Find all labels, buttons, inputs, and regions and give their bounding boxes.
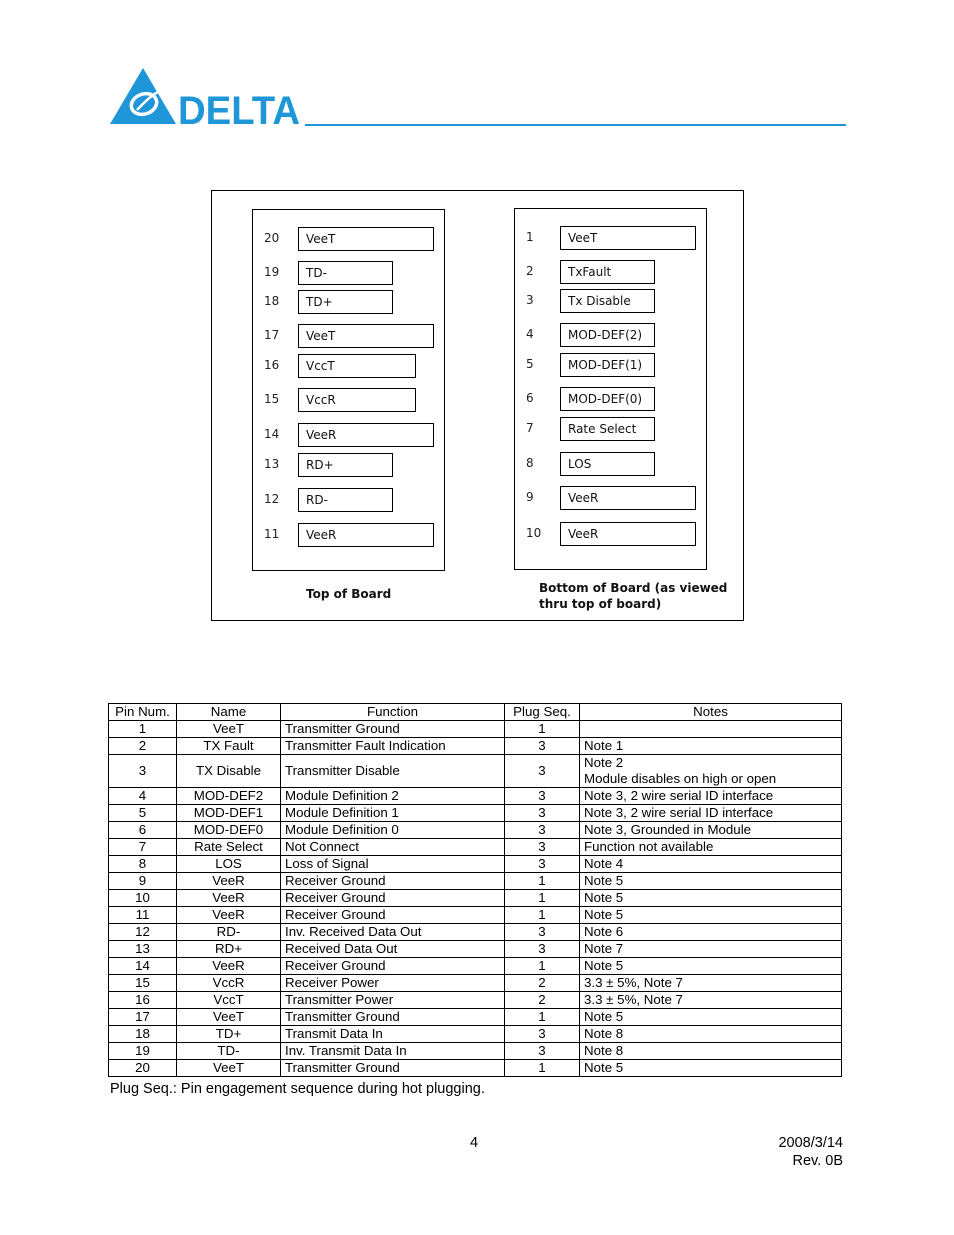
function-cell: Receiver Ground	[281, 890, 505, 907]
bottom-board-caption-line1: Bottom of Board (as viewed	[539, 581, 728, 595]
plug-seq-cell: 1	[505, 907, 580, 924]
function-cell: Inv. Transmit Data In	[281, 1043, 505, 1060]
notes-cell	[580, 941, 842, 958]
notes-line: Note 5	[584, 1060, 624, 1075]
top-board-caption: Top of Board	[306, 587, 392, 601]
pin-name-cell: VeeR	[177, 958, 281, 975]
plug-seq-cell: 3	[505, 805, 580, 822]
header-pin-num: Pin Num.	[109, 704, 177, 721]
bottom-board-pin-number: 1	[526, 230, 534, 244]
bottom-board-pin-number: 6	[526, 391, 534, 405]
top-board-pin-label: VeeT	[298, 324, 434, 348]
pin-name-cell: Rate Select	[177, 839, 281, 856]
notes-cell	[580, 822, 842, 839]
notes-cell	[580, 856, 842, 873]
top-board-pin-label: TD+	[298, 290, 393, 314]
table-row	[109, 924, 842, 941]
function-cell: Receiver Ground	[281, 907, 505, 924]
function-cell: Transmitter Ground	[281, 721, 505, 738]
table-row	[109, 822, 842, 839]
notes-line: Note 2	[584, 755, 624, 770]
top-board-pin-label: VccT	[298, 354, 416, 378]
bottom-board-pin-label: VeeT	[560, 226, 696, 250]
pin-name-cell: TD+	[177, 1026, 281, 1043]
notes-cell	[580, 1043, 842, 1060]
pin-num-cell: 8	[109, 856, 177, 873]
pin-num-cell: 5	[109, 805, 177, 822]
bottom-board-pin-label: MOD-DEF(1)	[560, 353, 655, 377]
notes-cell	[580, 924, 842, 941]
notes-cell	[580, 755, 842, 788]
top-board-pin-number: 15	[264, 392, 280, 406]
page-number: 4	[470, 1135, 479, 1151]
plug-seq-cell: 3	[505, 856, 580, 873]
table-row	[109, 992, 842, 1009]
pin-num-cell: 20	[109, 1060, 177, 1077]
pin-name-cell: VeeR	[177, 873, 281, 890]
pin-num-cell: 16	[109, 992, 177, 1009]
header-plug-seq: Plug Seq.	[505, 704, 580, 721]
notes-cell	[580, 907, 842, 924]
top-board-pin-label: TD-	[298, 261, 393, 285]
pin-name-cell: VccT	[177, 992, 281, 1009]
notes-cell	[580, 1060, 842, 1077]
plug-seq-cell: 1	[505, 721, 580, 738]
pin-num-cell: 11	[109, 907, 177, 924]
notes-cell	[580, 890, 842, 907]
top-board-pin-number: 16	[264, 358, 280, 372]
function-cell: Receiver Ground	[281, 958, 505, 975]
bottom-board-pin-label: Tx Disable	[560, 289, 655, 313]
bottom-board-pin-label: Rate Select	[560, 417, 655, 441]
table-row	[109, 890, 842, 907]
top-board-pin-label: RD-	[298, 488, 393, 512]
table-row	[109, 958, 842, 975]
table-header-row	[109, 704, 842, 721]
function-cell: Receiver Power	[281, 975, 505, 992]
pin-num-cell: 6	[109, 822, 177, 839]
header-function: Function	[281, 704, 505, 721]
delta-logo	[110, 66, 305, 128]
pin-name-cell: MOD-DEF1	[177, 805, 281, 822]
function-cell: Inv. Received Data Out	[281, 924, 505, 941]
header-name: Name	[177, 704, 281, 721]
table-row	[109, 1060, 842, 1077]
bottom-board-pin-number: 7	[526, 421, 534, 435]
pin-num-cell: 19	[109, 1043, 177, 1060]
pin-num-cell: 15	[109, 975, 177, 992]
plug-seq-cell: 1	[505, 890, 580, 907]
pin-num-cell: 14	[109, 958, 177, 975]
pin-name-cell: RD+	[177, 941, 281, 958]
header-notes: Notes	[580, 704, 842, 721]
notes-line: Note 3, Grounded in Module	[584, 822, 752, 837]
plug-seq-cell: 3	[505, 788, 580, 805]
notes-line: Note 5	[584, 958, 624, 973]
pin-name-cell: MOD-DEF0	[177, 822, 281, 839]
pin-num-cell: 1	[109, 721, 177, 738]
notes-line: 3.3 ± 5%, Note 7	[584, 992, 683, 1007]
bottom-board-pin-number: 4	[526, 327, 534, 341]
pin-name-cell: LOS	[177, 856, 281, 873]
plug-seq-footnote: Plug Seq.: Pin engagement sequence during hot plugging.	[110, 1081, 485, 1097]
document-date: 2008/3/14	[778, 1135, 843, 1151]
plug-seq-cell: 1	[505, 958, 580, 975]
notes-line: Note 8	[584, 1043, 624, 1058]
plug-seq-cell: 3	[505, 1043, 580, 1060]
notes-line: Function not available	[584, 839, 714, 854]
function-cell: Transmitter Fault Indication	[281, 738, 505, 755]
bottom-board-caption-line2: thru top of board)	[539, 597, 662, 611]
table-row	[109, 755, 842, 788]
pin-num-cell: 12	[109, 924, 177, 941]
function-cell: Module Definition 1	[281, 805, 505, 822]
notes-cell	[580, 1009, 842, 1026]
document-revision: Rev. 0B	[792, 1153, 843, 1169]
pin-name-cell: VeeT	[177, 721, 281, 738]
function-cell: Transmit Data In	[281, 1026, 505, 1043]
bottom-board-pin-label: TxFault	[560, 260, 655, 284]
pin-name-cell: VeeT	[177, 1009, 281, 1026]
pin-diagram	[211, 190, 744, 621]
function-cell: Module Definition 2	[281, 788, 505, 805]
function-cell: Transmitter Power	[281, 992, 505, 1009]
bottom-board-pin-number: 3	[526, 293, 534, 307]
bottom-board-pin-number: 9	[526, 490, 534, 504]
pin-num-cell: 13	[109, 941, 177, 958]
function-cell: Transmitter Disable	[281, 755, 505, 788]
notes-line: Note 3, 2 wire serial ID interface	[584, 805, 774, 820]
bottom-board-pin-number: 5	[526, 357, 534, 371]
svg-text:DELTA: DELTA	[178, 89, 300, 128]
table-row	[109, 738, 842, 755]
bottom-board-caption	[539, 580, 727, 612]
bottom-board-pin-number: 10	[526, 526, 542, 540]
function-cell: Received Data Out	[281, 941, 505, 958]
notes-line: Note 5	[584, 890, 624, 905]
plug-seq-cell: 3	[505, 755, 580, 788]
notes-line: Note 4	[584, 856, 624, 871]
function-cell: Module Definition 0	[281, 822, 505, 839]
table-row	[109, 941, 842, 958]
notes-cell	[580, 1026, 842, 1043]
pin-num-cell: 7	[109, 839, 177, 856]
top-board-pin-label: RD+	[298, 453, 393, 477]
top-board-pin-number: 12	[264, 492, 280, 506]
pin-name-cell: MOD-DEF2	[177, 788, 281, 805]
top-board-pin-number: 17	[264, 328, 280, 342]
bottom-board-pin-label: MOD-DEF(2)	[560, 323, 655, 347]
pin-name-cell: TX Disable	[177, 755, 281, 788]
table-row	[109, 1026, 842, 1043]
plug-seq-cell: 1	[505, 1009, 580, 1026]
pin-name-cell: TD-	[177, 1043, 281, 1060]
notes-cell	[580, 721, 842, 738]
plug-seq-cell: 3	[505, 839, 580, 856]
pin-name-cell: VeeR	[177, 907, 281, 924]
table-row	[109, 721, 842, 738]
function-cell: Loss of Signal	[281, 856, 505, 873]
table-row	[109, 975, 842, 992]
notes-line: Note 8	[584, 1026, 624, 1041]
top-board-pin-number: 19	[264, 265, 280, 279]
pin-name-cell: VeeR	[177, 890, 281, 907]
notes-cell	[580, 958, 842, 975]
pin-num-cell: 2	[109, 738, 177, 755]
notes-cell	[580, 873, 842, 890]
pin-num-cell: 10	[109, 890, 177, 907]
notes-cell	[580, 992, 842, 1009]
table-row	[109, 1009, 842, 1026]
bottom-board-pin-number: 2	[526, 264, 534, 278]
table-row	[109, 1043, 842, 1060]
top-board-pin-number: 18	[264, 294, 280, 308]
top-board-pin-number: 14	[264, 427, 280, 441]
table-row	[109, 788, 842, 805]
notes-line: Note 5	[584, 873, 624, 888]
plug-seq-cell: 3	[505, 924, 580, 941]
notes-cell	[580, 975, 842, 992]
pin-num-cell: 4	[109, 788, 177, 805]
top-board-pin-label: VccR	[298, 388, 416, 412]
pin-name-cell: RD-	[177, 924, 281, 941]
table-row	[109, 907, 842, 924]
plug-seq-cell: 3	[505, 1026, 580, 1043]
top-board-pin-number: 13	[264, 457, 280, 471]
function-cell: Not Connect	[281, 839, 505, 856]
pin-name-cell: TX Fault	[177, 738, 281, 755]
plug-seq-cell: 3	[505, 738, 580, 755]
top-board-pin-number: 20	[264, 231, 280, 245]
bottom-board-pin-label: MOD-DEF(0)	[560, 387, 655, 411]
notes-line: 3.3 ± 5%, Note 7	[584, 975, 683, 990]
table-row	[109, 805, 842, 822]
notes-line: Note 5	[584, 907, 624, 922]
table-row	[109, 873, 842, 890]
notes-cell	[580, 839, 842, 856]
notes-line: Module disables on high or open	[584, 771, 777, 786]
top-board-pin-label: VeeR	[298, 523, 434, 547]
bottom-board-pin-label: LOS	[560, 452, 655, 476]
pin-table	[108, 703, 842, 1077]
pin-num-cell: 9	[109, 873, 177, 890]
bottom-board-pin-number: 8	[526, 456, 534, 470]
notes-line: Note 7	[584, 941, 624, 956]
bottom-board-pin-label: VeeR	[560, 486, 696, 510]
notes-line: Note 1	[584, 738, 624, 753]
plug-seq-cell: 3	[505, 822, 580, 839]
bottom-board-pin-label: VeeR	[560, 522, 696, 546]
notes-line: Note 5	[584, 1009, 624, 1024]
table-row	[109, 839, 842, 856]
pin-num-cell: 18	[109, 1026, 177, 1043]
function-cell: Transmitter Ground	[281, 1009, 505, 1026]
plug-seq-cell: 1	[505, 1060, 580, 1077]
top-board-pin-label: VeeT	[298, 227, 434, 251]
top-board-pin-number: 11	[264, 527, 280, 541]
table-row	[109, 856, 842, 873]
plug-seq-cell: 3	[505, 941, 580, 958]
pin-num-cell: 3	[109, 755, 177, 788]
pin-name-cell: VccR	[177, 975, 281, 992]
pin-name-cell: VeeT	[177, 1060, 281, 1077]
plug-seq-cell: 2	[505, 975, 580, 992]
notes-cell	[580, 805, 842, 822]
notes-line: Note 3, 2 wire serial ID interface	[584, 788, 774, 803]
plug-seq-cell: 2	[505, 992, 580, 1009]
function-cell: Transmitter Ground	[281, 1060, 505, 1077]
plug-seq-cell: 1	[505, 873, 580, 890]
notes-cell	[580, 738, 842, 755]
notes-line: Note 6	[584, 924, 624, 939]
header-rule	[305, 124, 846, 126]
top-board-pin-label: VeeR	[298, 423, 434, 447]
notes-cell	[580, 788, 842, 805]
function-cell: Receiver Ground	[281, 873, 505, 890]
pin-num-cell: 17	[109, 1009, 177, 1026]
